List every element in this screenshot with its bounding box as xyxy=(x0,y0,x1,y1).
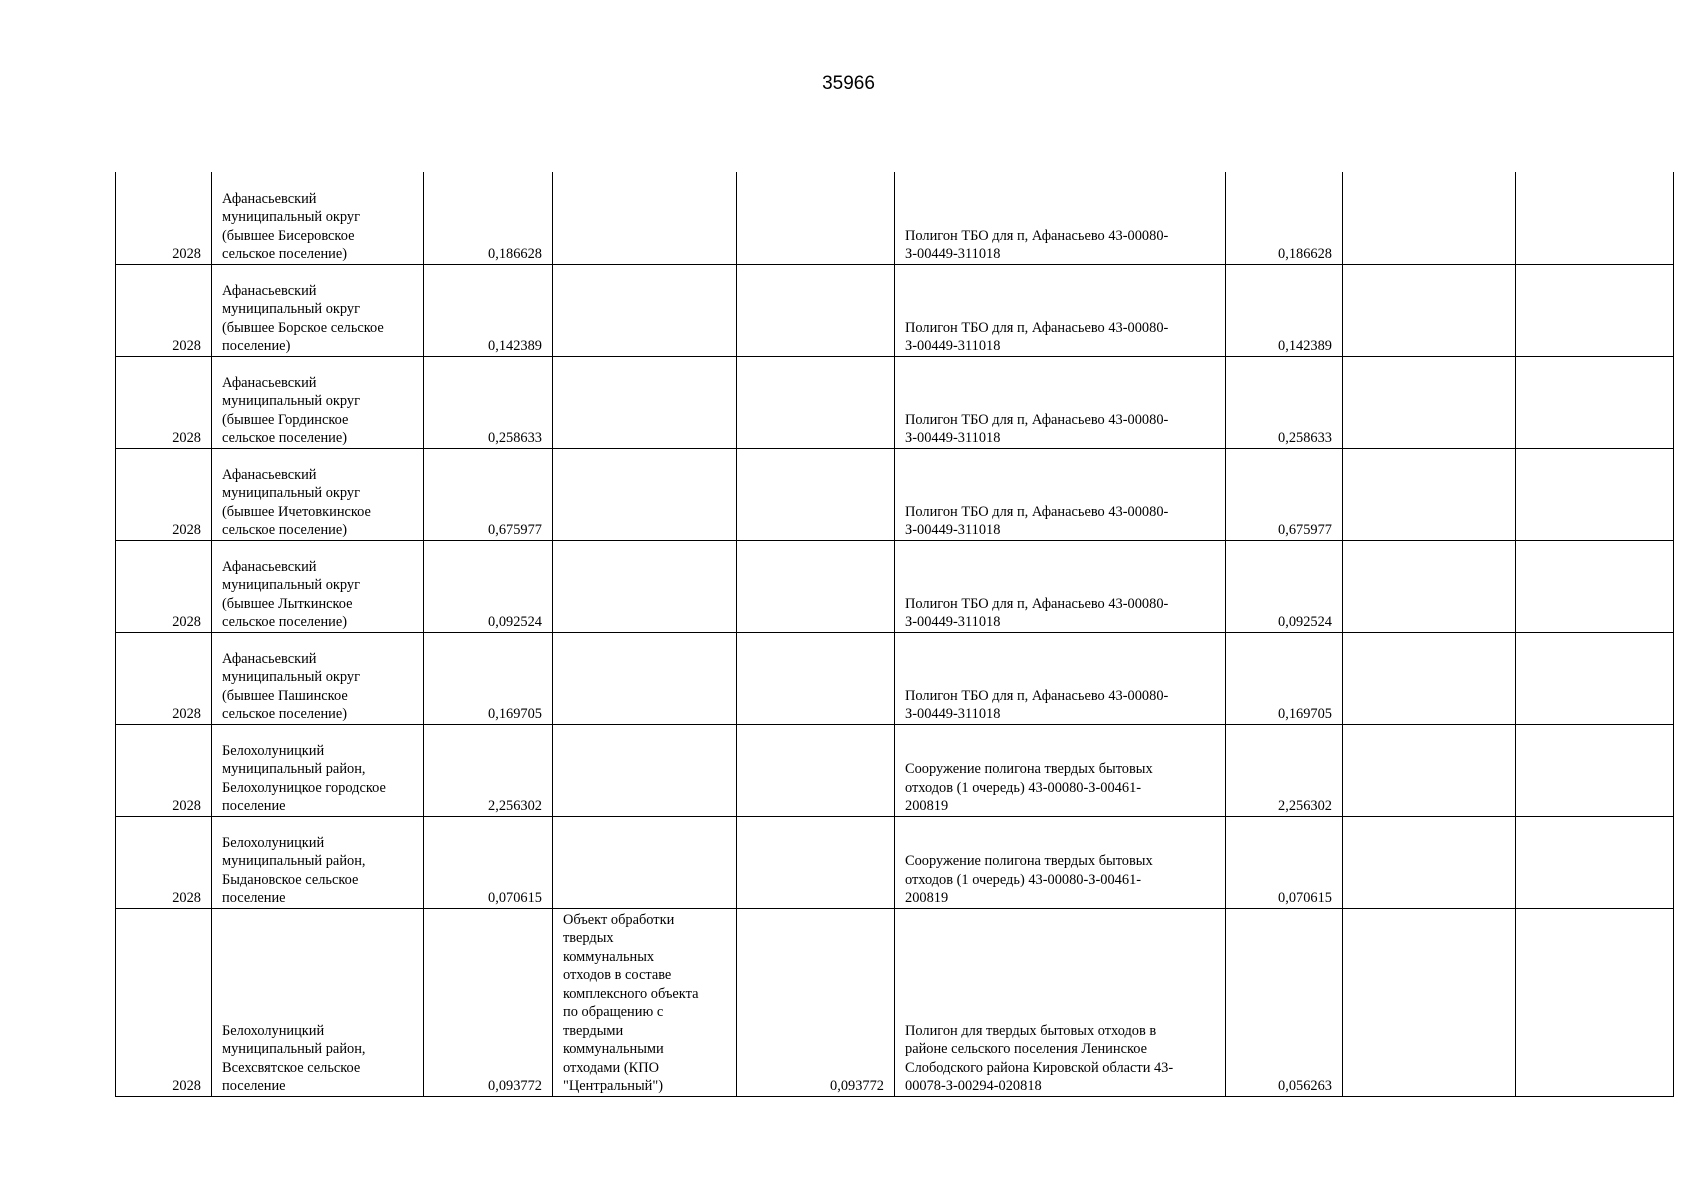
table-row xyxy=(116,632,1674,724)
extra-cell-2 xyxy=(1516,356,1674,448)
disposal-object-cell: Сооружение полигона твердых бытовых отходов (1 очередь) 43-00080-З-00461- 200819 xyxy=(895,724,1226,816)
disposal-volume-cell: 0,092524 xyxy=(1226,540,1343,632)
processing-volume-cell xyxy=(737,724,895,816)
municipality-cell: Афанасьевский муниципальный округ (бывшее Ичетовкинское сельское поселение) xyxy=(212,448,424,540)
processing-object-cell xyxy=(553,264,737,356)
disposal-object-cell: Полигон ТБО для п, Афанасьево 43-00080- З-00449-311018 xyxy=(895,448,1226,540)
disposal-object-cell: Полигон ТБО для п, Афанасьево 43-00080- З-00449-311018 xyxy=(895,632,1226,724)
year-cell: 2028 xyxy=(116,816,212,908)
table-row xyxy=(116,356,1674,448)
extra-cell-1 xyxy=(1343,908,1516,1096)
volume-cell: 2,256302 xyxy=(424,724,553,816)
year-cell: 2028 xyxy=(116,724,212,816)
processing-object-cell xyxy=(553,724,737,816)
table-row xyxy=(116,172,1674,264)
municipality-cell: Белохолуницкий муниципальный район, Белохолуницкое городское поселение xyxy=(212,724,424,816)
municipality-cell: Афанасьевский муниципальный округ (бывшее Бисеровское сельское поселение) xyxy=(212,172,424,264)
extra-cell-1 xyxy=(1343,356,1516,448)
volume-cell: 0,142389 xyxy=(424,264,553,356)
year-cell: 2028 xyxy=(116,448,212,540)
extra-cell-2 xyxy=(1516,264,1674,356)
disposal-volume-cell: 0,070615 xyxy=(1226,816,1343,908)
volume-cell: 0,070615 xyxy=(424,816,553,908)
municipality-cell: Афанасьевский муниципальный округ (бывшее Гординское сельское поселение) xyxy=(212,356,424,448)
table-row xyxy=(116,540,1674,632)
extra-cell-2 xyxy=(1516,908,1674,1096)
processing-object-cell xyxy=(553,356,737,448)
table-row xyxy=(116,724,1674,816)
extra-cell-1 xyxy=(1343,816,1516,908)
processing-volume-cell xyxy=(737,540,895,632)
processing-object-cell xyxy=(553,632,737,724)
extra-cell-1 xyxy=(1343,448,1516,540)
extra-cell-1 xyxy=(1343,540,1516,632)
table-row xyxy=(116,816,1674,908)
volume-cell: 0,093772 xyxy=(424,908,553,1096)
extra-cell-2 xyxy=(1516,724,1674,816)
year-cell: 2028 xyxy=(116,540,212,632)
municipality-cell: Белохолуницкий муниципальный район, Всехсвятское сельское поселение xyxy=(212,908,424,1096)
processing-volume-cell xyxy=(737,448,895,540)
year-cell: 2028 xyxy=(116,632,212,724)
year-cell: 2028 xyxy=(116,356,212,448)
extra-cell-2 xyxy=(1516,632,1674,724)
extra-cell-1 xyxy=(1343,724,1516,816)
volume-cell: 0,675977 xyxy=(424,448,553,540)
page-number: 35966 xyxy=(822,73,875,94)
processing-object-cell xyxy=(553,540,737,632)
municipality-cell: Белохолуницкий муниципальный район, Быдановское сельское поселение xyxy=(212,816,424,908)
disposal-volume-cell: 0,142389 xyxy=(1226,264,1343,356)
municipality-cell: Афанасьевский муниципальный округ (бывшее Пашинское сельское поселение) xyxy=(212,632,424,724)
processing-volume-cell xyxy=(737,356,895,448)
extra-cell-1 xyxy=(1343,264,1516,356)
disposal-object-cell: Полигон ТБО для п, Афанасьево 43-00080- З-00449-311018 xyxy=(895,172,1226,264)
extra-cell-1 xyxy=(1343,172,1516,264)
extra-cell-2 xyxy=(1516,816,1674,908)
table-row xyxy=(116,908,1674,1096)
disposal-volume-cell: 0,258633 xyxy=(1226,356,1343,448)
disposal-object-cell: Сооружение полигона твердых бытовых отходов (1 очередь) 43-00080-З-00461- 200819 xyxy=(895,816,1226,908)
extra-cell-2 xyxy=(1516,172,1674,264)
processing-object-cell xyxy=(553,816,737,908)
disposal-object-cell: Полигон ТБО для п, Афанасьево 43-00080- З-00449-311018 xyxy=(895,540,1226,632)
volume-cell: 0,169705 xyxy=(424,632,553,724)
processing-object-cell xyxy=(553,172,737,264)
disposal-volume-cell: 0,056263 xyxy=(1226,908,1343,1096)
extra-cell-2 xyxy=(1516,540,1674,632)
extra-cell-2 xyxy=(1516,448,1674,540)
processing-volume-cell xyxy=(737,172,895,264)
disposal-object-cell: Полигон для твердых бытовых отходов в районе сельского поселения Ленинское Слободского района Кировской области 43- 00078-З-00294-020818 xyxy=(895,908,1226,1096)
volume-cell: 0,258633 xyxy=(424,356,553,448)
year-cell: 2028 xyxy=(116,172,212,264)
processing-volume-cell xyxy=(737,632,895,724)
year-cell: 2028 xyxy=(116,908,212,1096)
data-table xyxy=(115,172,1674,1097)
municipality-cell: Афанасьевский муниципальный округ (бывшее Борское сельское поселение) xyxy=(212,264,424,356)
disposal-volume-cell: 0,675977 xyxy=(1226,448,1343,540)
table-row xyxy=(116,448,1674,540)
processing-object-cell: Объект обработки твердых коммунальных отходов в составе комплексного объекта по обращению с твердыми коммунальными отходами (КПО "Центральный") xyxy=(553,908,737,1096)
disposal-object-cell: Полигон ТБО для п, Афанасьево 43-00080- З-00449-311018 xyxy=(895,356,1226,448)
processing-volume-cell xyxy=(737,816,895,908)
volume-cell: 0,092524 xyxy=(424,540,553,632)
processing-volume-cell: 0,093772 xyxy=(737,908,895,1096)
processing-object-cell xyxy=(553,448,737,540)
table-row xyxy=(116,264,1674,356)
disposal-volume-cell: 2,256302 xyxy=(1226,724,1343,816)
year-cell: 2028 xyxy=(116,264,212,356)
processing-volume-cell xyxy=(737,264,895,356)
disposal-object-cell: Полигон ТБО для п, Афанасьево 43-00080- З-00449-311018 xyxy=(895,264,1226,356)
disposal-volume-cell: 0,186628 xyxy=(1226,172,1343,264)
municipality-cell: Афанасьевский муниципальный округ (бывшее Лыткинское сельское поселение) xyxy=(212,540,424,632)
volume-cell: 0,186628 xyxy=(424,172,553,264)
extra-cell-1 xyxy=(1343,632,1516,724)
disposal-volume-cell: 0,169705 xyxy=(1226,632,1343,724)
